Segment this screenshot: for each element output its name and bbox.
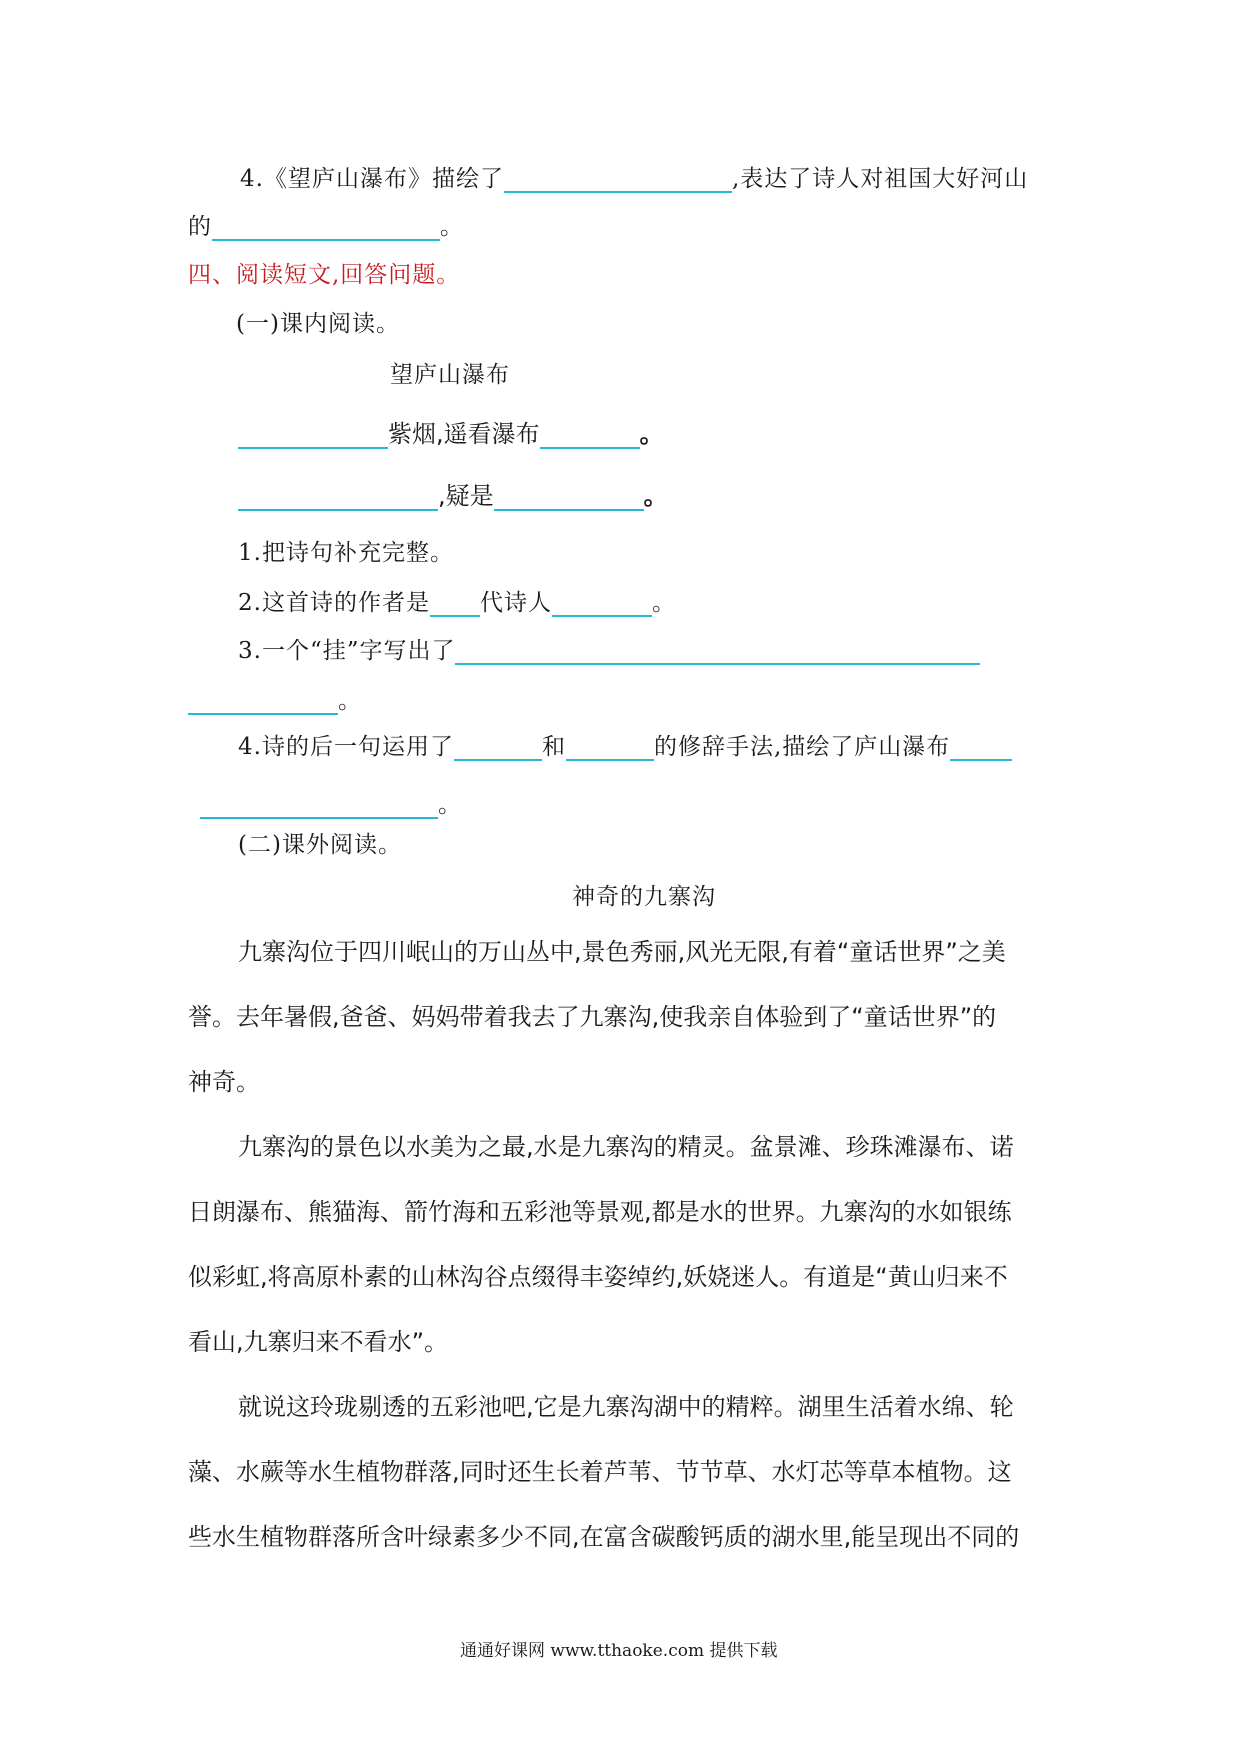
- answer-blank[interactable]: [238, 483, 438, 511]
- question-3: 3.一个“挂”字写出了: [238, 632, 980, 665]
- question-1: 1.把诗句补充完整。: [238, 540, 454, 566]
- q4-section3-line2: 的 。: [188, 214, 464, 240]
- answer-blank[interactable]: [430, 589, 480, 617]
- question-2: 2.这首诗的作者是 代诗人 。: [238, 590, 676, 616]
- article-line: 看山,九寨归来不看水”。: [188, 1328, 449, 1356]
- article-line: 誉。去年暑假,爸爸、妈妈带着我去了九寨沟,使我亲自体验到了“童话世界”的: [188, 1003, 997, 1031]
- article-line: 神奇。: [188, 1068, 260, 1096]
- article-line: 就说这玲珑剔透的五彩池吧,它是九寨沟湖中的精粹。湖里生活着水绵、轮: [238, 1393, 1014, 1421]
- article-line: 九寨沟的景色以水美为之最,水是九寨沟的精灵。盆景滩、珍珠滩瀑布、诺: [238, 1133, 1014, 1161]
- part2-heading: (二)课外阅读。: [238, 832, 402, 858]
- answer-blank[interactable]: [552, 589, 652, 617]
- poem-line-2: ,疑是 。: [238, 476, 668, 511]
- question-4: 4.诗的后一句运用了 和 的修辞手法,描绘了庐山瀑布: [238, 728, 1012, 761]
- answer-blank[interactable]: [238, 421, 388, 449]
- answer-blank[interactable]: [200, 791, 438, 819]
- poem-title: 望庐山瀑布: [390, 362, 510, 388]
- question-4-continued: 。: [200, 786, 462, 819]
- answer-blank[interactable]: [455, 637, 980, 665]
- article-title: 神奇的九寨沟: [572, 884, 716, 910]
- answer-blank[interactable]: [494, 483, 644, 511]
- answer-blank[interactable]: [540, 421, 640, 449]
- q4-section3-line1: 4.《望庐山瀑布》描绘了 ,表达了诗人对祖国大好河山: [240, 166, 1029, 192]
- part1-heading: (一)课内阅读。: [236, 311, 400, 337]
- article-line: 些水生植物群落所含叶绿素多少不同,在富含碳酸钙质的湖水里,能呈现出不同的: [188, 1523, 1020, 1551]
- answer-blank[interactable]: [188, 687, 338, 715]
- article-line: 日朗瀑布、熊猫海、箭竹海和五彩池等景观,都是水的世界。九寨沟的水如银练: [188, 1198, 1012, 1226]
- article-line: 藻、水蕨等水生植物群落,同时还生长着芦苇、节节草、水灯芯等草本植物。这: [188, 1458, 1012, 1486]
- article-line: 九寨沟位于四川岷山的万山丛中,景色秀丽,风光无限,有着“童话世界”之美: [238, 938, 1006, 966]
- page-footer: 通通好课网 www.tthaoke.com 提供下载: [460, 1641, 778, 1661]
- answer-blank[interactable]: [454, 733, 542, 761]
- article-line: 似彩虹,将高原朴素的山林沟谷点缀得丰姿绰约,妖娆迷人。有道是“黄山归来不: [188, 1263, 1008, 1291]
- answer-blank[interactable]: [212, 213, 440, 241]
- answer-blank[interactable]: [504, 165, 732, 193]
- poem-line-1: 紫烟,遥看瀑布 。: [238, 414, 664, 449]
- section-title: 四、阅读短文,回答问题。: [188, 262, 461, 288]
- answer-blank[interactable]: [950, 733, 1012, 761]
- answer-blank[interactable]: [566, 733, 654, 761]
- question-3-continued: 。: [188, 682, 362, 715]
